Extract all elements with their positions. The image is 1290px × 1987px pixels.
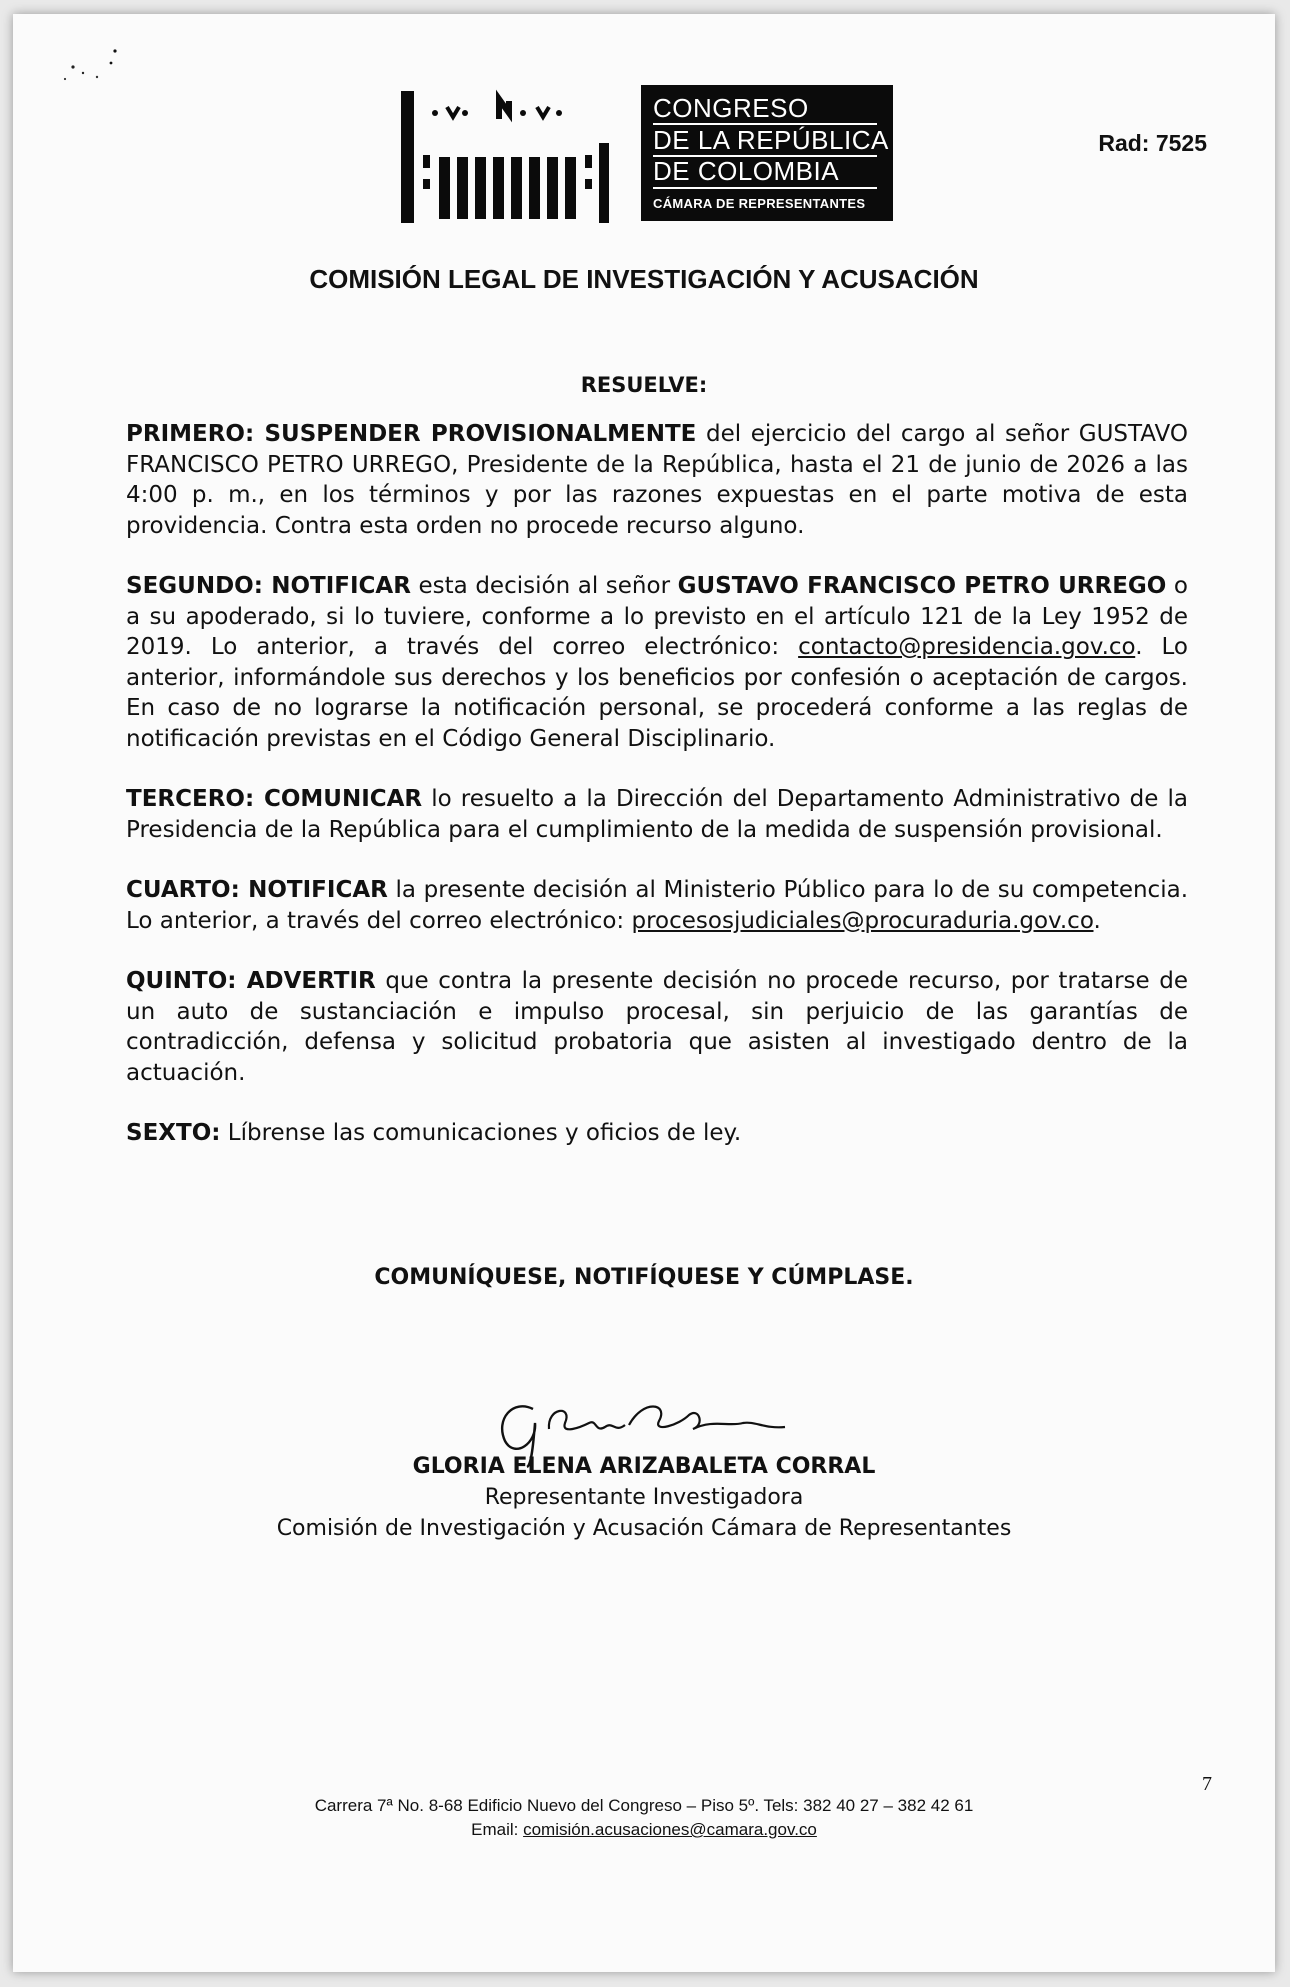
logo-line-1: CONGRESO xyxy=(653,93,809,123)
capitol-columns-icon xyxy=(401,77,641,237)
logo-subtitle: CÁMARA DE REPRESENTANTES xyxy=(653,196,866,211)
closing-formula: COMUNÍQUESE, NOTIFÍQUESE Y CÚMPLASE. xyxy=(374,1265,914,1290)
paragraph-text: lo resuelto a la Dirección del Departamento Administrativo de la Presidencia de la República para el cumplimiento de la medida de suspensión provisional. xyxy=(126,786,1188,843)
footer-email-label: Email: xyxy=(471,1820,524,1839)
scan-specks xyxy=(53,39,153,99)
logo-line-3: DE COLOMBIA xyxy=(653,156,840,186)
paragraph-text: la presente decisión al Ministerio Público para lo de su competencia. Lo anterior, a través del correo electrónico: xyxy=(126,877,1189,934)
paragraph-text: Líbrense las comunicaciones y oficios de ley. xyxy=(220,1120,742,1146)
logo-rule xyxy=(653,187,877,189)
paragraph-text: que contra la presente decisión no procede recurso, por tratarse de un auto de sustanciación e impulso procesal, sin perjuicio de las garantías de contradicción, defensa y solicitud probatoria que asisten al investigado dentro de la actuación. xyxy=(126,968,1188,1086)
paragraph-lead: SEGUNDO: NOTIFICAR xyxy=(126,573,411,599)
footer-email-line xyxy=(13,1818,1275,1842)
paragraph-lead: SEXTO: xyxy=(126,1120,221,1146)
paragraph-text: esta decisión al señor xyxy=(410,573,678,599)
paragraph-text: . Lo anterior, informándole sus derechos y los beneficios por confesión o aceptación de cargos. En caso de no lograrse la notificación personal, se procederá conforme a las reglas de notificación previstas en el Código General Disciplinario. xyxy=(126,634,1189,752)
radicado-number: Rad: 7525 xyxy=(1098,130,1207,156)
logo-text-box xyxy=(641,85,893,221)
signer-role: Representante Investigadora xyxy=(484,1485,804,1510)
email-link-presidencia[interactable]: contacto@presidencia.gov.co xyxy=(798,634,1136,660)
footer xyxy=(13,1794,1275,1842)
paragraph-cuarto xyxy=(126,875,1188,936)
page-number: 7 xyxy=(1202,1773,1212,1795)
resolution-body xyxy=(126,419,1188,1179)
email-link-procuraduria[interactable]: procesosjudiciales@procuraduria.gov.co xyxy=(631,907,1094,934)
paragraph-text: . xyxy=(1093,907,1101,934)
paragraph-lead: CUARTO: NOTIFICAR xyxy=(126,877,388,903)
document-title: COMISIÓN LEGAL DE INVESTIGACIÓN Y ACUSACIÓN xyxy=(309,264,979,294)
section-heading: RESUELVE: xyxy=(580,373,708,397)
person-name: GUSTAVO FRANCISCO PETRO URREGO xyxy=(677,573,1167,599)
signer-name: GLORIA ELENA ARIZABALETA CORRAL xyxy=(412,1454,876,1479)
signer-block xyxy=(13,1451,1275,1544)
paragraph-lead: QUINTO: ADVERTIR xyxy=(126,968,376,994)
paragraph-tercero xyxy=(126,784,1188,845)
paragraph-text: o a su apoderado, si lo tuviere, conforme a lo previsto en el artículo 121 de la Ley 1952 de 2019. Lo anterior, a través del correo electrónico: xyxy=(126,573,1188,660)
paragraph-text: del ejercicio del cargo al señor GUSTAVO FRANCISCO PETRO URREGO, Presidente de la República, hasta el 21 de junio de 2026 a las 4:00 p. m., en los términos y por las razones expuestas en el parte motiva de esta providencia. Contra esta orden no procede recurso alguno. xyxy=(126,421,1188,539)
paragraph-quinto xyxy=(126,966,1188,1088)
paragraph-lead: PRIMERO: SUSPENDER PROVISIONALMENTE xyxy=(126,421,697,447)
paragraph-lead: TERCERO: COMUNICAR xyxy=(126,786,423,812)
document-page xyxy=(13,14,1275,1972)
congress-logo xyxy=(401,77,911,237)
paragraph-segundo xyxy=(126,571,1188,754)
paragraph-sexto xyxy=(126,1118,1188,1149)
signer-organization: Comisión de Investigación y Acusación Cámara de Representantes xyxy=(276,1516,1012,1541)
footer-email-link[interactable]: comisión.acusaciones@camara.gov.co xyxy=(523,1820,817,1839)
paragraph-primero xyxy=(126,419,1188,541)
logo-line-2: DE LA REPÚBLICA xyxy=(653,125,889,155)
footer-address: Carrera 7ª No. 8-68 Edificio Nuevo del Congreso – Piso 5º. Tels: 382 40 27 – 382 42 61 xyxy=(314,1796,974,1815)
